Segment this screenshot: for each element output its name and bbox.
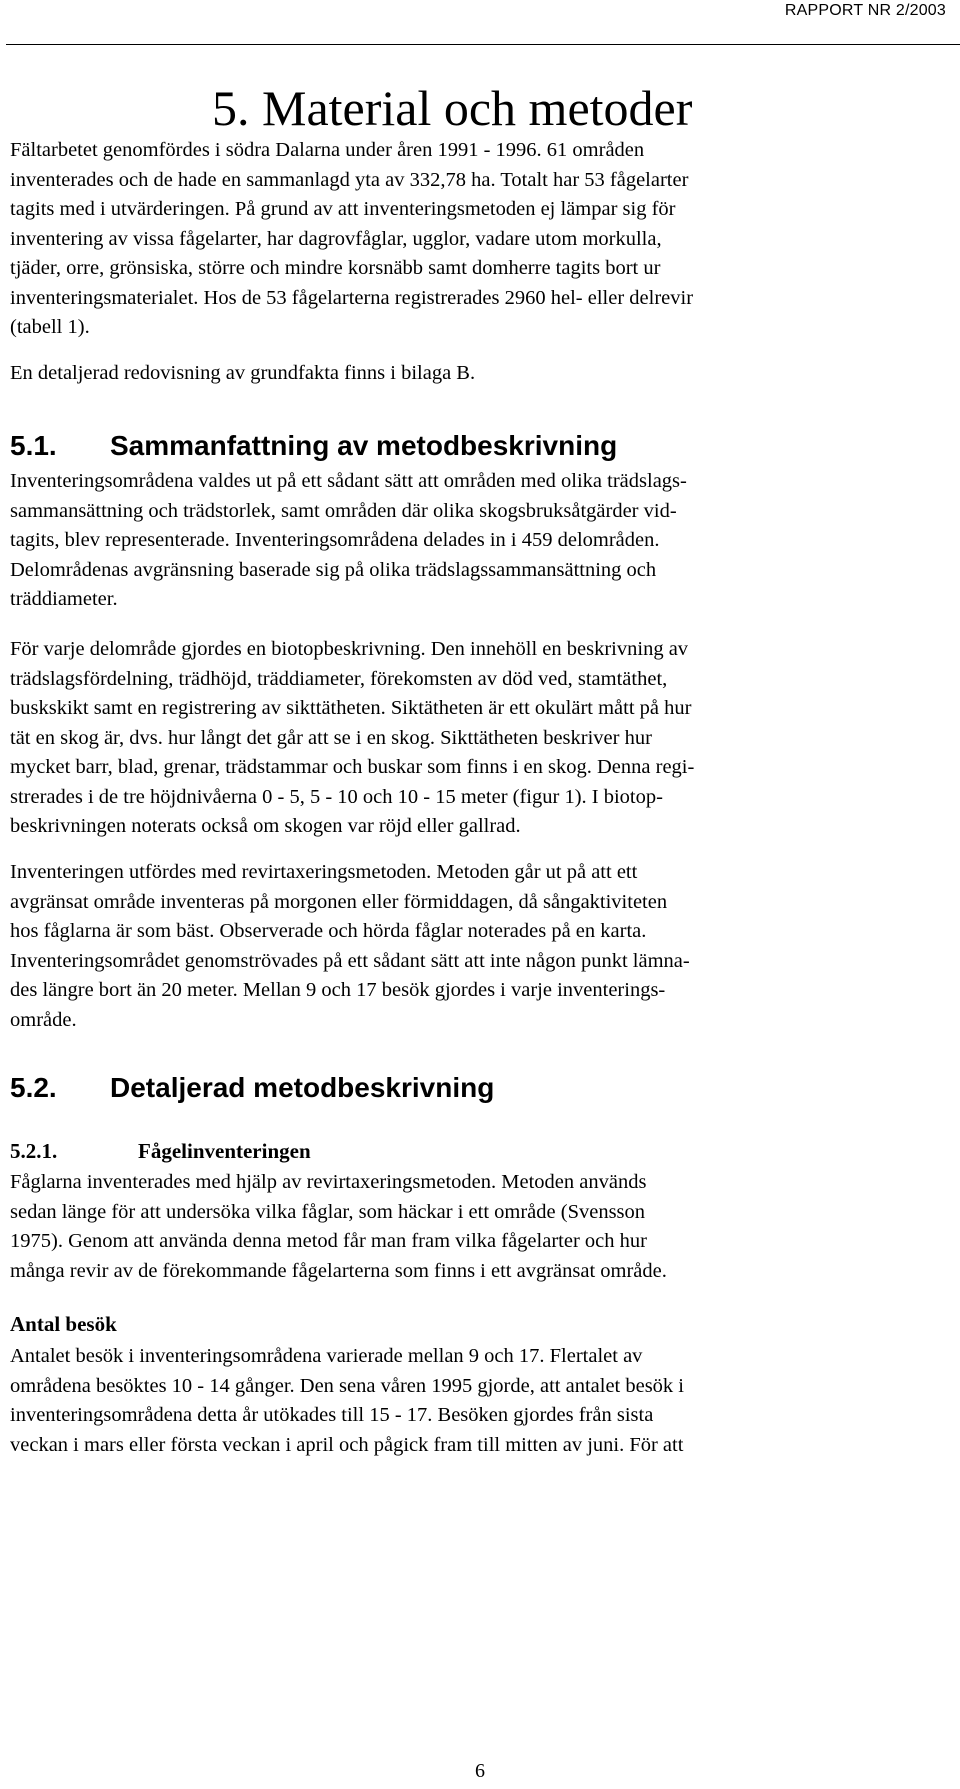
text-line: inventeringsområdena detta år utökades till 15 - 17. Besöken gjordes från sista: [10, 1404, 654, 1426]
text-line: För varje delområde gjordes en biotopbeskrivning. Den innehöll en beskrivning av: [10, 638, 689, 660]
section-title: Detaljerad metodbeskrivning: [110, 1072, 495, 1103]
section-number: 5.1.: [10, 430, 57, 461]
text-line: många revir av de förekommande fågelarterna som finns i ett avgränsat område.: [10, 1259, 667, 1282]
text-line: Fältarbetet genomfördes i södra Dalarna under åren 1991 - 1996. 61 områden: [10, 139, 645, 161]
text-line: En detaljerad redovisning av grundfakta finns i bilaga B.: [10, 362, 476, 384]
antal-besok-paragraph: [10, 1342, 945, 1460]
section-5-1-paragraph-1: [10, 467, 945, 615]
section-title: Fågelinventeringen: [138, 1139, 311, 1163]
intro-paragraph-2: [10, 359, 945, 389]
header-rule: [6, 44, 960, 45]
report-header: RAPPORT NR 2/2003: [784, 2, 946, 19]
section-5-2-1-paragraph: [10, 1168, 945, 1286]
section-heading-5-2-1: [10, 1137, 311, 1165]
text-line: inventerades och de hade en sammanlagd yta av 332,78 ha. Totalt har 53 fågelarter: [10, 168, 689, 191]
chapter-title: 5. Material och metoder: [212, 80, 693, 136]
text-line: tagits, blev representerade. Inventeringsområdena delades in i 459 delområden.: [10, 529, 660, 551]
text-line: inventering av vissa fågelarter, har dagrovfåglar, ugglor, vadare utom morkulla,: [10, 227, 662, 250]
text-line: Antalet besök i inventeringsområdena varierade mellan 9 och 17. Flertalet av: [10, 1345, 643, 1367]
intro-paragraph: [10, 136, 945, 343]
text-line: trädslagsfördelning, trädhöjd, träddiameter, förekomsten av död ved, stamtäthet,: [10, 667, 668, 690]
subheading-antal-besok: Antal besök: [10, 1312, 117, 1336]
text-line: (tabell 1).: [10, 316, 90, 338]
section-number: 5.2.1.: [10, 1139, 58, 1163]
text-line: sedan länge för att undersöka vilka fåglar, som häckar i ett område (Svensson: [10, 1200, 646, 1223]
text-line: avgränsat område inventeras på morgonen eller förmiddagen, då sångaktiviteten: [10, 890, 668, 913]
text-line: tjäder, orre, grönsiska, större och mindre korsnäbb samt domherre tagits bort ur: [10, 257, 661, 279]
text-line: tät en skog är, dvs. hur långt det går att se i en skog. Sikttätheten beskriver hur: [10, 726, 652, 749]
text-line: 1975). Genom att använda denna metod får man fram vilka fågelarter och hur: [10, 1230, 647, 1252]
text-line: tagits med i utvärderingen. På grund av att inventeringsmetoden ej lämpar sig för: [10, 198, 676, 220]
text-line: hos fåglarna är som bäst. Observerade och hörda fåglar noterades på en karta.: [10, 920, 647, 942]
text-line: mycket barr, blad, grenar, trädstammar och buskar som finns i en skog. Denna regi-: [10, 756, 695, 778]
page-number: 6: [475, 1760, 485, 1782]
text-line: beskrivningen noterats också om skogen var röjd eller gallrad.: [10, 815, 521, 837]
text-line: områdena besöktes 10 - 14 gånger. Den sena våren 1995 gjorde, att antalet besök i: [10, 1374, 685, 1397]
text-line: veckan i mars eller första veckan i april och pågick fram till mitten av juni. För att: [10, 1433, 684, 1456]
text-line: inventeringsmaterialet. Hos de 53 fågelarterna registrerades 2960 hel- eller delrevir: [10, 286, 694, 309]
text-line: Inventeringen utfördes med revirtaxeringsmetoden. Metoden går ut på att ett: [10, 861, 638, 883]
section-number: 5.2.: [10, 1072, 57, 1103]
text-line: Fåglarna inventerades med hjälp av revirtaxeringsmetoden. Metoden används: [10, 1171, 647, 1193]
text-line: sammansättning och trädstorlek, samt områden där olika skogsbruksåtgärder vid-: [10, 499, 677, 522]
section-heading-5-1: [10, 428, 617, 464]
text-line: träddiameter.: [10, 588, 118, 610]
text-line: Delområdenas avgränsning baserade sig på olika trädslagssammansättning och: [10, 558, 657, 581]
section-5-1-paragraph-3: [10, 858, 945, 1035]
section-5-1-paragraph-2: [10, 635, 945, 842]
text-line: Inventeringsområdena valdes ut på ett sådant sätt att områden med olika trädslags-: [10, 470, 687, 492]
text-line: strerades i de tre höjdnivåerna 0 - 5, 5 - 10 och 10 - 15 meter (figur 1). I biotop-: [10, 785, 663, 808]
section-title: Sammanfattning av metodbeskrivning: [110, 430, 618, 461]
text-line: buskskikt samt en registrering av sikttätheten. Siktätheten är ett okulärt mått på hur: [10, 697, 692, 719]
text-line: des längre bort än 20 meter. Mellan 9 och 17 besök gjordes i varje inventerings-: [10, 979, 666, 1001]
section-heading-5-2: [10, 1070, 494, 1106]
text-line: Inventeringsområdet genomströvades på ett sådant sätt att inte någon punkt lämna-: [10, 949, 690, 972]
text-line: område.: [10, 1008, 77, 1031]
